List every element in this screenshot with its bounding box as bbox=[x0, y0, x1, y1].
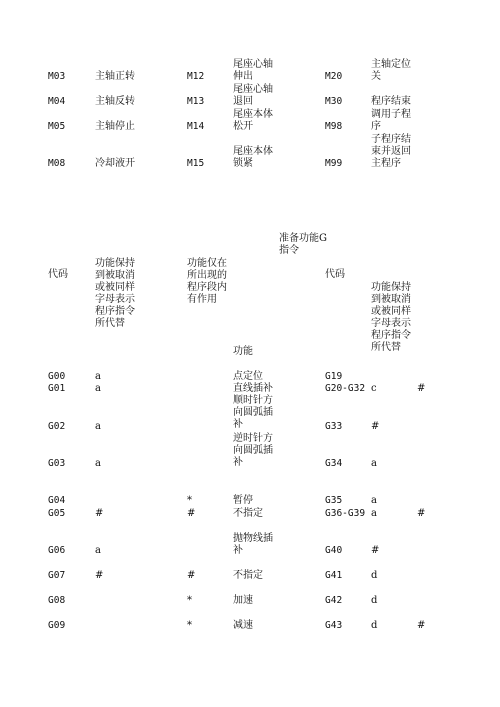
column-header-code: 代码 bbox=[48, 269, 68, 280]
g-oneshot: * bbox=[187, 620, 192, 631]
g-retained: a bbox=[95, 458, 101, 469]
m-code: M30 bbox=[325, 96, 343, 107]
m-code: M04 bbox=[48, 96, 66, 107]
g-code: G07 bbox=[48, 570, 66, 581]
g-code: G05 bbox=[48, 508, 66, 519]
g-retained: a bbox=[371, 495, 377, 506]
m-func: 主轴定位关 bbox=[371, 59, 411, 82]
g-oneshot: * bbox=[187, 495, 192, 506]
g-code: G01 bbox=[48, 383, 66, 394]
g-func: 顺时针方向圆弧插补 bbox=[233, 395, 273, 430]
m-code: M08 bbox=[48, 158, 66, 169]
g-code: G00 bbox=[48, 371, 66, 382]
g-code: G06 bbox=[48, 545, 66, 556]
g-func: 逆时针方向圆弧插补 bbox=[233, 433, 273, 468]
g-retained: d bbox=[371, 620, 378, 631]
m-func: 尾座本体松开 bbox=[233, 109, 273, 132]
g-oneshot: * bbox=[187, 595, 192, 606]
g-retained: a bbox=[95, 421, 101, 432]
m-code: M15 bbox=[187, 158, 205, 169]
column-header-retained: 功能保持到被取消或被同样字母表示程序指令所代替 bbox=[95, 258, 135, 329]
g-code: G04 bbox=[48, 495, 66, 506]
g-retained: # bbox=[95, 508, 104, 519]
m-func: 冷却液开 bbox=[95, 158, 135, 169]
g-code: G19 bbox=[325, 371, 343, 382]
m-func: 尾座心轴退回 bbox=[233, 84, 273, 107]
m-func: 调用子程序 bbox=[371, 109, 411, 132]
g-code: G40 bbox=[325, 545, 343, 556]
g-func: 点定位 bbox=[233, 371, 263, 382]
g-retained: # bbox=[371, 421, 380, 432]
m-code: M99 bbox=[325, 158, 343, 169]
g-code: G36-G39 bbox=[325, 508, 366, 519]
g-func: 不指定 bbox=[233, 508, 263, 519]
m-code: M14 bbox=[187, 121, 205, 132]
g-retained: a bbox=[95, 383, 101, 394]
g-code: G34 bbox=[325, 458, 343, 469]
g-retained: a bbox=[371, 458, 377, 469]
g-oneshot: # bbox=[417, 383, 426, 394]
g-code: G41 bbox=[325, 570, 343, 581]
m-code: M05 bbox=[48, 121, 66, 132]
g-retained: # bbox=[371, 545, 380, 556]
g-retained: d bbox=[371, 570, 378, 581]
section-title: 准备功能G指令 bbox=[279, 233, 327, 256]
g-code: G35 bbox=[325, 495, 343, 506]
m-code: M13 bbox=[187, 96, 205, 107]
m-func: 主轴停止 bbox=[95, 121, 135, 132]
g-retained: a bbox=[371, 508, 377, 519]
g-retained: a bbox=[95, 545, 101, 556]
m-func: 尾座本体锁紧 bbox=[233, 146, 273, 169]
m-func: 程序结束 bbox=[371, 96, 411, 107]
g-retained: a bbox=[95, 371, 101, 382]
g-func: 直线插补 bbox=[233, 383, 273, 394]
g-oneshot: # bbox=[417, 620, 426, 631]
m-code: M12 bbox=[187, 71, 205, 82]
g-retained: c bbox=[371, 383, 377, 394]
m-code: M98 bbox=[325, 121, 343, 132]
m-code: M20 bbox=[325, 71, 343, 82]
column-header-code: 代码 bbox=[325, 269, 345, 280]
g-func: 减速 bbox=[233, 620, 253, 631]
g-code: G03 bbox=[48, 458, 66, 469]
column-header-oneshot: 功能仅在所出现的程序段内有作用 bbox=[187, 258, 227, 305]
g-oneshot: # bbox=[417, 508, 426, 519]
g-retained: # bbox=[95, 570, 104, 581]
g-code: G43 bbox=[325, 620, 343, 631]
m-code: M03 bbox=[48, 71, 66, 82]
g-oneshot: # bbox=[187, 508, 196, 519]
g-func: 不指定 bbox=[233, 570, 263, 581]
g-func: 暂停 bbox=[233, 495, 253, 506]
g-code: G20-G32 bbox=[325, 383, 366, 394]
g-oneshot: # bbox=[187, 570, 196, 581]
m-func: 子程序结束并返回主程序 bbox=[371, 134, 411, 169]
m-func: 主轴反转 bbox=[95, 96, 135, 107]
g-func: 加速 bbox=[233, 595, 253, 606]
g-code: G42 bbox=[325, 595, 343, 606]
column-header-retained: 功能保持到被取消或被同样字母表示程序指令所代替 bbox=[371, 282, 411, 353]
m-func: 主轴正转 bbox=[95, 71, 135, 82]
g-code: G02 bbox=[48, 421, 66, 432]
g-code: G09 bbox=[48, 620, 66, 631]
g-code: G08 bbox=[48, 595, 66, 606]
g-retained: d bbox=[371, 595, 378, 606]
g-code: G33 bbox=[325, 421, 343, 432]
g-func: 抛物线插补 bbox=[233, 533, 273, 556]
m-func: 尾座心轴伸出 bbox=[233, 59, 273, 82]
column-header-func: 功能 bbox=[233, 346, 253, 357]
